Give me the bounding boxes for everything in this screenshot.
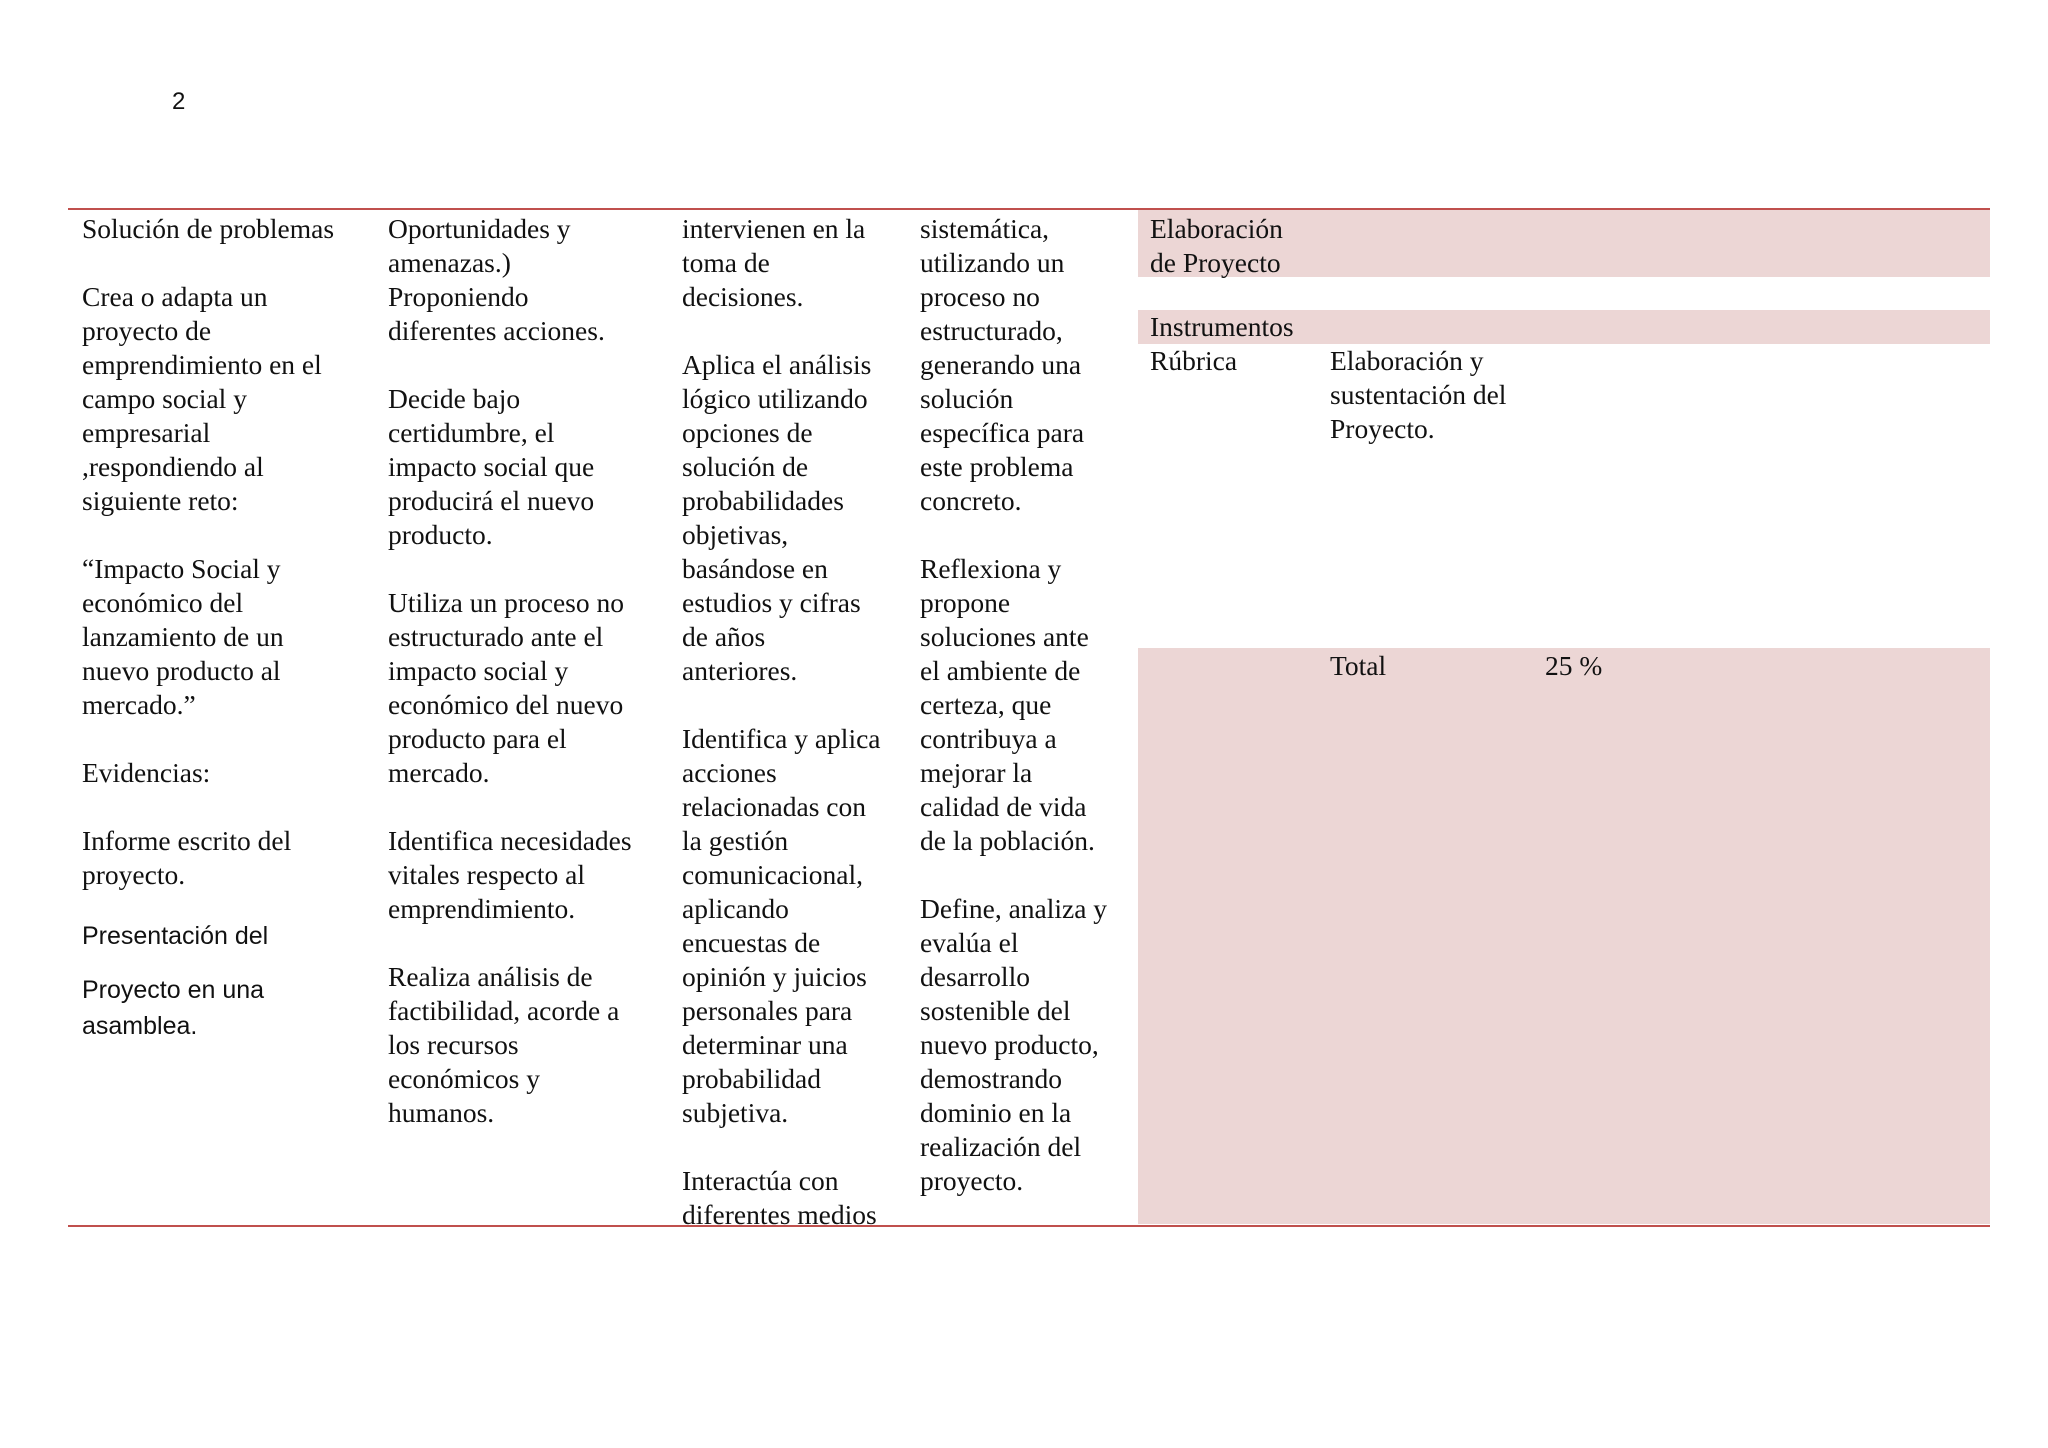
instruments-label: Instrumentos [1150, 311, 1294, 342]
indicator-text: Identifica necesidades vitales respecto al emprendimiento. [388, 825, 632, 924]
total-shade [1138, 648, 1990, 1224]
column-indicators-b [682, 212, 912, 1232]
evidence-report: Informe escrito del proyecto. [82, 825, 292, 890]
table-bottom-border [68, 1225, 1990, 1227]
instrument-name: Rúbrica [1150, 345, 1238, 376]
indicator-text: Aplica el análisis lógico utilizando opciones de solución de probabilidades objetivas, basándose en estudios y cifras de años anteriores. [682, 349, 872, 686]
evidence-presentation: Presentación del [82, 922, 269, 950]
indicator-text: Identifica y aplica acciones relacionadas con la gestión comunicacional, aplicando encuestas de opinión y juicios personales para determinar una probabilidad subjetiva. [682, 723, 881, 1128]
total-label: Total [1330, 650, 1387, 681]
total-value: 25 % [1545, 650, 1603, 681]
indicator-text: Reflexiona y propone soluciones ante el ambiente de certeza, que contribuya a mejorar la calidad de vida de la población. [920, 553, 1095, 856]
column-indicators-a [388, 212, 678, 1130]
page-number: 2 [172, 88, 186, 115]
indicator-text: Interactúa con diferentes medios [682, 1165, 877, 1230]
evidence-assembly: Proyecto en una asamblea. [82, 976, 265, 1040]
column-competency [82, 212, 372, 1044]
indicator-text: Realiza análisis de factibilidad, acorde a los recursos económicos y humanos. [388, 961, 620, 1128]
indicator-text: intervienen en la toma de decisiones. [682, 213, 866, 312]
column-indicators-c [920, 212, 1138, 1198]
indicator-text: Utiliza un proceso no estructurado ante el impacto social y económico del nuevo producto para el mercado. [388, 587, 624, 788]
indicator-text: Decide bajo certidumbre, el impacto social que producirá el nuevo producto. [388, 383, 595, 550]
competency-description: Crea o adapta un proyecto de emprendimiento en el campo social y empresarial ,respondiendo al siguiente reto: [82, 281, 322, 516]
challenge-text: “Impacto Social y económico del lanzamiento de un nuevo producto al mercado.” [82, 553, 284, 720]
evidence-label: Evidencias: [82, 757, 211, 788]
instrument-description: Elaboración y sustentación del Proyecto. [1330, 345, 1507, 444]
indicator-text: Define, analiza y evalúa el desarrollo sostenible del nuevo producto, demostrando dominio en la realización del proyecto. [920, 893, 1108, 1196]
competency-title: Solución de problemas [82, 213, 335, 244]
indicator-text: Oportunidades y amenazas.) Proponiendo diferentes acciones. [388, 213, 605, 346]
indicator-text: sistemática, utilizando un proceso no estructurado, generando una solución específica para este problema concreto. [920, 213, 1085, 516]
evaluation-heading: Elaboración de Proyecto [1150, 213, 1283, 278]
